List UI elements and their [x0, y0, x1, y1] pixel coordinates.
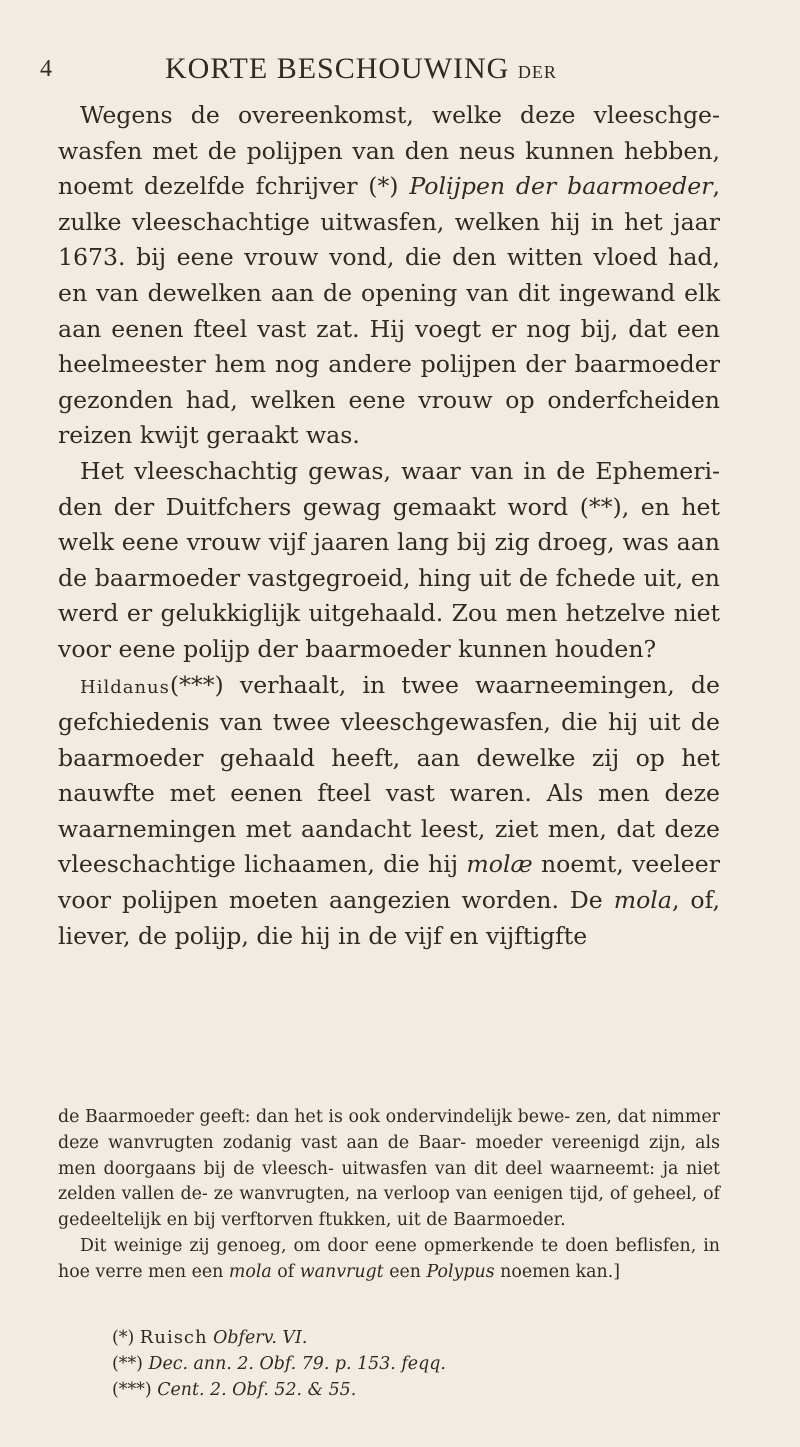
references: [112, 1325, 672, 1403]
reference-2: [112, 1352, 672, 1378]
p2-line: Het vleeschachtig gewas, waar van in de Ephemeri-: [80, 456, 720, 485]
p3-line: (***) verhaalt, in twee waarneemingen,: [169, 670, 675, 699]
p3-line: nauwfte met eenen fteel vast waren. Als men deze: [58, 779, 720, 808]
paragraph-3: [58, 668, 720, 955]
p2-line: houden?: [554, 634, 657, 663]
p1-line: reizen kwijt geraakt was.: [58, 421, 360, 450]
running-head-title: KORTE BESCHOUWING: [165, 52, 510, 85]
p3-punct: ,: [671, 886, 680, 915]
p1-line: aan eenen fteel vast zat. Hij voegt er nog bij, dat een: [58, 314, 720, 343]
p1-line: Wegens de overeenkomst, welke deze vleeschge-: [80, 101, 720, 129]
page-number: 4: [40, 56, 52, 82]
p3-line: of, liever, de polijp, die hij in de vijf en vijftigfte: [58, 886, 720, 950]
p1-line: en van dewelken aan de opening van dit ingewand elk: [58, 278, 720, 307]
p2-line: hetzelve niet voor eene polijp der baarmoeder kunnen: [58, 599, 721, 663]
p3-line: noemt, veeleer: [532, 850, 720, 879]
p1-punct: ,: [712, 172, 720, 201]
fn-line: Dit weinige zij genoeg, om door eene opmerkende te: [80, 1235, 559, 1256]
reference-3: [112, 1378, 672, 1404]
p3-italic-term: molæ: [466, 850, 533, 879]
ref-mark: (***): [112, 1379, 158, 1400]
fn-line: of: [271, 1261, 300, 1282]
ref-cite: Cent. 2. Obf. 52. & 55.: [157, 1379, 357, 1400]
p1-line: heelmeester hem nog andere polijpen der baarmoeder: [58, 350, 720, 379]
fn-line: uitwasfen van dit deel waarneemt: ja niet zelden vallen de-: [58, 1158, 720, 1205]
author-hildanus: Hildanus: [80, 676, 170, 698]
page-header: [40, 52, 740, 92]
p3-line: voor polijpen moeten aangezien worden. De: [58, 886, 614, 915]
fn-line: moeder vereenigd zijn, als men doorgaans bij de vleesch-: [58, 1132, 720, 1179]
fn-line: ze wanvrugten, na verloop van eenigen tijd, of geheel, of: [213, 1184, 720, 1205]
fn-italic-term: mola: [228, 1261, 272, 1282]
p2-line: den der Duitfchers gewag gemaakt word (**), en het: [58, 492, 720, 521]
p1-line: zulke vleeschachtige uitwasfen, welken hij in het jaar: [58, 207, 720, 236]
p2-line: aan de baarmoeder vastgegroeid, hing uit de fchede: [58, 528, 720, 592]
paragraph-2: [58, 454, 720, 668]
ref-cite: Obferv. VI.: [213, 1328, 308, 1348]
footnotes: [58, 1105, 720, 1286]
ref-mark: (**): [112, 1353, 149, 1374]
p3-line: waarnemingen met aandacht leest, ziet men, dat deze: [58, 814, 720, 843]
p3-line: de baarmoeder gehaald heeft, aan dewelke zij op het: [58, 708, 720, 772]
p3-line: vleeschachtige lichaamen, die hij: [58, 850, 467, 879]
running-head: [165, 52, 557, 86]
p1-italic-term: Polijpen der baarmoeder: [409, 172, 713, 201]
fn-italic-term: wanvrugt: [299, 1261, 384, 1282]
ref-cite: Dec. ann. 2. Obf. 79. p. 153. feqq.: [148, 1353, 446, 1374]
fn-line: zen, dat nimmer deze wanvrugten zodanig vast aan de Baar-: [58, 1107, 720, 1153]
p1-line: 1673. bij eene vrouw vond, die den witten vloed had,: [58, 243, 720, 272]
p1-line: wasfen met de polijpen van den neus kunnen hebben,: [58, 136, 720, 165]
fn-line: een: [383, 1261, 421, 1282]
p3-line: de gefchiedenis van twee vleeschgewasfen, die hij uit: [58, 670, 720, 737]
p2-line: welk eene vrouw vijf jaaren lang bij zig droeg, was: [58, 528, 669, 557]
reference-1: [112, 1325, 672, 1352]
running-head-der: DER: [517, 62, 557, 82]
ref-author: Ruisch: [139, 1327, 208, 1348]
fn-line: gedeeltelijk en bij verftorven ftukken, uit de Baarmoeder.: [58, 1210, 566, 1231]
fn-line: noemen kan.]: [494, 1261, 621, 1282]
fn-italic-term: Polypus: [426, 1261, 495, 1282]
p1-line: gezonden had, welken eene vrouw op onderfcheiden: [58, 385, 720, 414]
footnote-continuation: [58, 1105, 720, 1234]
main-text: [58, 98, 720, 954]
p1-line: noemt dezelfde fchrijver (*): [58, 172, 410, 201]
ref-mark: (*): [112, 1328, 140, 1348]
p3-italic-term: mola: [613, 886, 672, 915]
fn-line: de Baarmoeder geeft: dan het is ook ondervindelijk bewe-: [58, 1107, 571, 1127]
fn-line: doen beflisfen, in hoe verre men een: [58, 1235, 720, 1282]
p2-line: uit, en werd er gelukkiglijk uitgehaald. Zou men: [58, 563, 721, 628]
footnote-conclusion: [58, 1234, 720, 1286]
paragraph-1: [58, 98, 720, 454]
